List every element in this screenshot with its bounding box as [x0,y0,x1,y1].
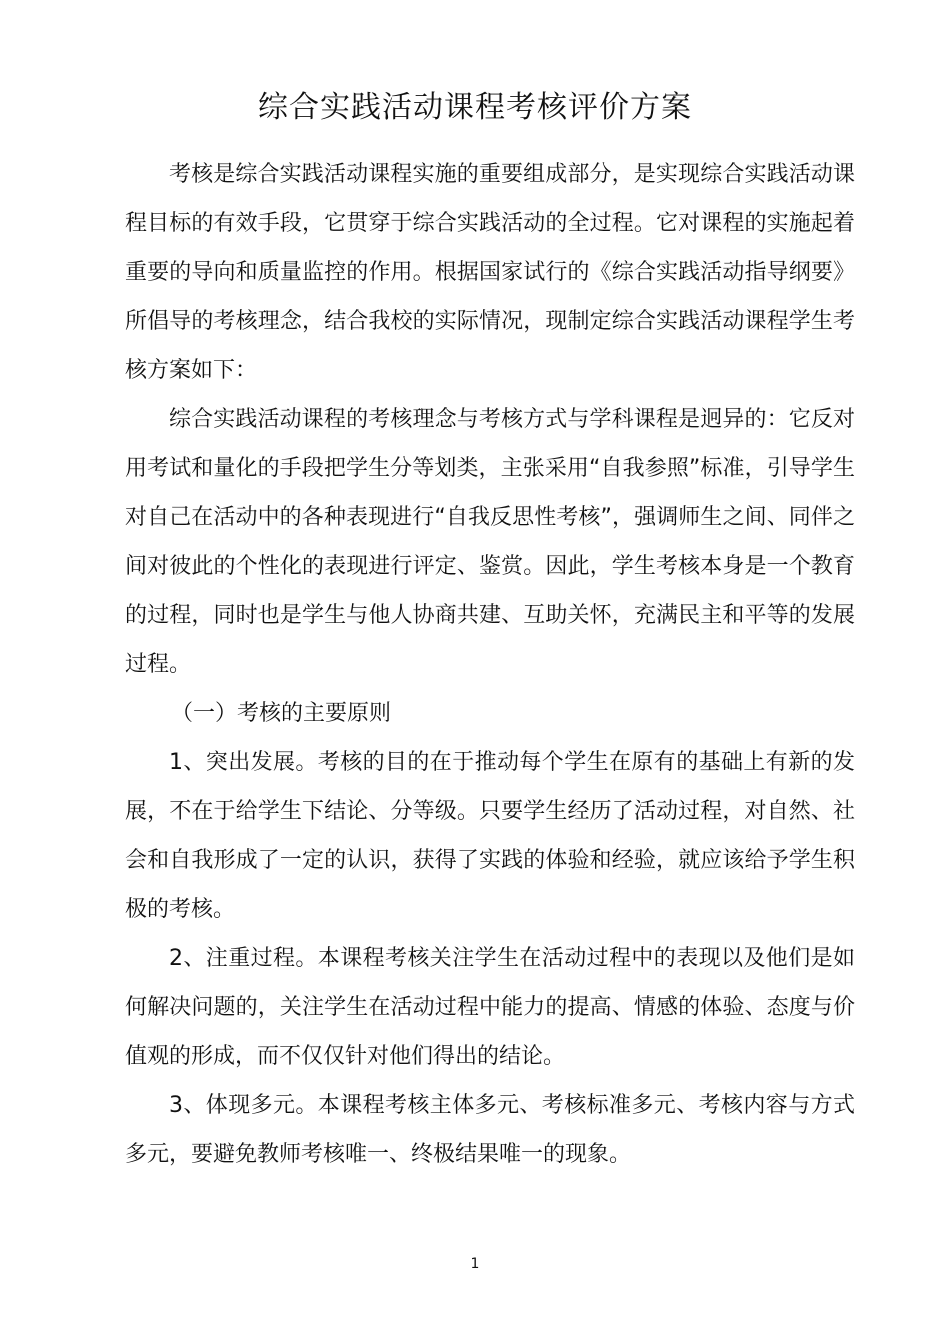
principle-paragraph: 3、体现多元。本课程考核主体多元、考核标准多元、考核内容与方式多元，要避免教师考核唯一、终极结果唯一的现象。 [125,1093,855,1167]
document-title: 综合实践活动课程考核评价方案 [258,90,692,125]
philosophy-paragraph: 综合实践活动课程的考核理念与考核方式与学科课程是迥异的：它反对用考试和量化的手段把学生分等划类，主张采用“自我参照”标准，引导学生对自己在活动中的各种表现进行“自我反思性考核”，强调师生之间、同伴之间对彼此的个性化的表现进行评定、鉴赏。因此，学生考核本身是一个教育的过程，同时也是学生与他人协商共建、互助关怀，充满民主和平等的发展过程。 [125,407,855,677]
principle-paragraph: 1、突出发展。考核的目的在于推动每个学生在原有的基础上有新的发展，不在于给学生下结论、分等级。只要学生经历了活动过程，对自然、社会和自我形成了一定的认识，获得了实践的体验和经验，就应该给予学生积极的考核。 [125,750,855,922]
section-heading: （一）考核的主要原则 [171,701,392,726]
document-body [125,150,855,1179]
page-number: 1 [470,1256,480,1272]
principle-paragraph: 2、注重过程。本课程考核关注学生在活动过程中的表现以及他们是如何解决问题的，关注学生在活动过程中能力的提高、情感的体验、态度与价值观的形成，而不仅仅针对他们得出的结论。 [125,946,855,1069]
intro-paragraph: 考核是综合实践活动课程实施的重要组成部分，是实现综合实践活动课程目标的有效手段，它贯穿于综合实践活动的全过程。它对课程的实施起着重要的导向和质量监控的作用。根据国家试行的《综合实践活动指导纲要》所倡导的考核理念，结合我校的实际情况，现制定综合实践活动课程学生考核方案如下： [125,162,855,383]
